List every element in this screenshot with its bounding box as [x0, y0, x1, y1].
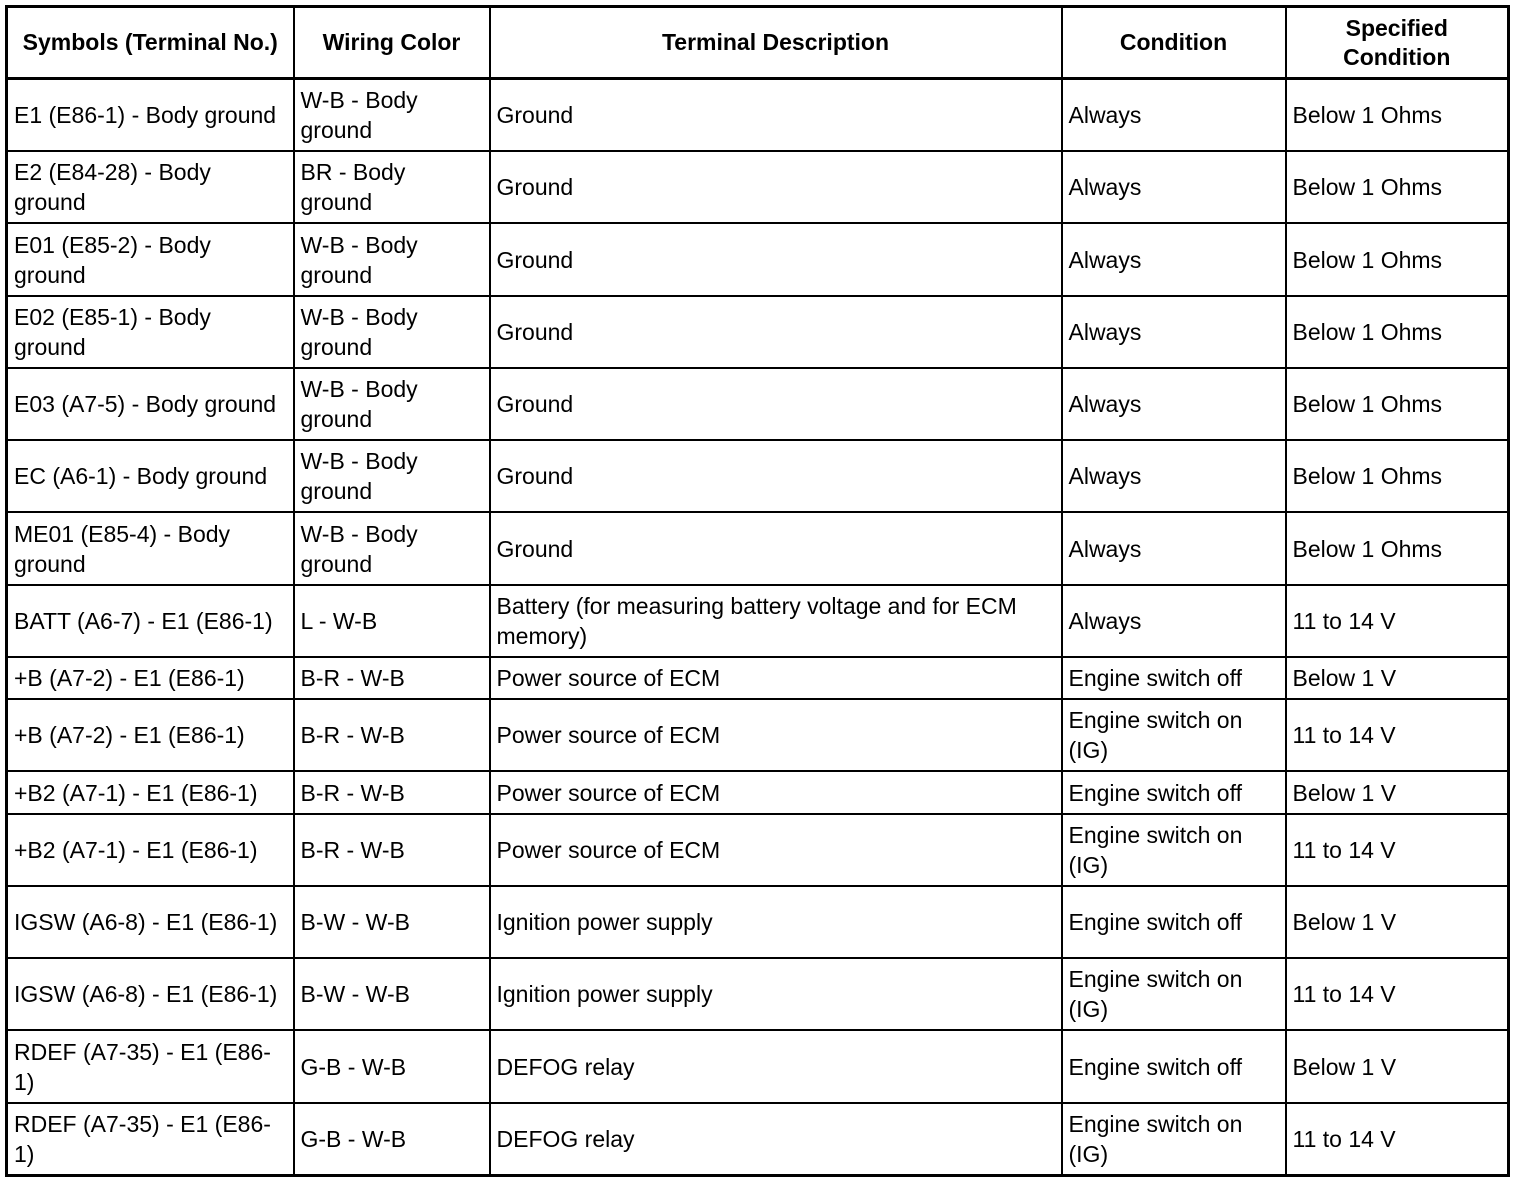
cell-wiring-color: B-W - W-B — [294, 886, 490, 958]
header-symbols: Symbols (Terminal No.) — [7, 7, 294, 79]
cell-description: Power source of ECM — [490, 771, 1062, 813]
cell-condition: Engine switch on (IG) — [1062, 699, 1286, 771]
cell-condition: Engine switch off — [1062, 771, 1286, 813]
cell-wiring-color: W-B - Body ground — [294, 440, 490, 512]
cell-condition: Always — [1062, 440, 1286, 512]
header-condition: Condition — [1062, 7, 1286, 79]
cell-condition: Engine switch off — [1062, 886, 1286, 958]
cell-symbol: E01 (E85-2) - Body ground — [7, 223, 294, 295]
cell-specified-condition: Below 1 Ohms — [1286, 512, 1509, 584]
cell-condition: Always — [1062, 585, 1286, 657]
cell-specified-condition: Below 1 V — [1286, 886, 1509, 958]
table-row — [7, 585, 1509, 657]
cell-wiring-color: B-R - W-B — [294, 699, 490, 771]
table-row — [7, 512, 1509, 584]
cell-description: Ground — [490, 512, 1062, 584]
table-row — [7, 440, 1509, 512]
cell-description: Power source of ECM — [490, 657, 1062, 699]
cell-wiring-color: W-B - Body ground — [294, 223, 490, 295]
cell-specified-condition: 11 to 14 V — [1286, 814, 1509, 886]
cell-symbol: E2 (E84-28) - Body ground — [7, 151, 294, 223]
cell-specified-condition: 11 to 14 V — [1286, 1103, 1509, 1176]
cell-condition: Always — [1062, 512, 1286, 584]
table-body — [7, 79, 1509, 1176]
table-row — [7, 958, 1509, 1030]
cell-specified-condition: Below 1 V — [1286, 771, 1509, 813]
cell-wiring-color: L - W-B — [294, 585, 490, 657]
cell-symbol: EC (A6-1) - Body ground — [7, 440, 294, 512]
table-row — [7, 771, 1509, 813]
cell-condition: Always — [1062, 223, 1286, 295]
cell-description: DEFOG relay — [490, 1030, 1062, 1102]
cell-symbol: +B (A7-2) - E1 (E86-1) — [7, 657, 294, 699]
table-row — [7, 1030, 1509, 1102]
table-row — [7, 151, 1509, 223]
header-row — [7, 7, 1509, 79]
cell-description: Ground — [490, 79, 1062, 152]
table-row — [7, 699, 1509, 771]
header-wiring-color: Wiring Color — [294, 7, 490, 79]
cell-description: Ground — [490, 440, 1062, 512]
cell-specified-condition: Below 1 Ohms — [1286, 296, 1509, 368]
cell-wiring-color: W-B - Body ground — [294, 79, 490, 152]
cell-condition: Always — [1062, 151, 1286, 223]
cell-wiring-color: W-B - Body ground — [294, 296, 490, 368]
cell-description: Ignition power supply — [490, 958, 1062, 1030]
cell-wiring-color: B-R - W-B — [294, 657, 490, 699]
cell-condition: Engine switch off — [1062, 657, 1286, 699]
cell-description: DEFOG relay — [490, 1103, 1062, 1176]
cell-description: Ground — [490, 368, 1062, 440]
cell-condition: Always — [1062, 368, 1286, 440]
cell-symbol: BATT (A6-7) - E1 (E86-1) — [7, 585, 294, 657]
cell-specified-condition: 11 to 14 V — [1286, 699, 1509, 771]
cell-description: Ground — [490, 223, 1062, 295]
table-row — [7, 296, 1509, 368]
cell-wiring-color: W-B - Body ground — [294, 368, 490, 440]
cell-wiring-color: BR - Body ground — [294, 151, 490, 223]
cell-condition: Engine switch on (IG) — [1062, 814, 1286, 886]
cell-specified-condition: Below 1 Ohms — [1286, 223, 1509, 295]
cell-wiring-color: B-W - W-B — [294, 958, 490, 1030]
cell-description: Ignition power supply — [490, 886, 1062, 958]
cell-wiring-color: G-B - W-B — [294, 1030, 490, 1102]
cell-symbol: IGSW (A6-8) - E1 (E86-1) — [7, 958, 294, 1030]
cell-symbol: RDEF (A7-35) - E1 (E86-1) — [7, 1103, 294, 1176]
cell-condition: Engine switch on (IG) — [1062, 1103, 1286, 1176]
cell-symbol: IGSW (A6-8) - E1 (E86-1) — [7, 886, 294, 958]
cell-symbol: +B2 (A7-1) - E1 (E86-1) — [7, 771, 294, 813]
cell-description: Power source of ECM — [490, 699, 1062, 771]
cell-symbol: E1 (E86-1) - Body ground — [7, 79, 294, 152]
table-row — [7, 657, 1509, 699]
cell-description: Ground — [490, 296, 1062, 368]
cell-specified-condition: 11 to 14 V — [1286, 958, 1509, 1030]
cell-wiring-color: G-B - W-B — [294, 1103, 490, 1176]
table-row — [7, 223, 1509, 295]
cell-specified-condition: 11 to 14 V — [1286, 585, 1509, 657]
table-row — [7, 814, 1509, 886]
header-specified-condition: Specified Condition — [1286, 7, 1509, 79]
cell-wiring-color: B-R - W-B — [294, 771, 490, 813]
table-row — [7, 886, 1509, 958]
table-row — [7, 79, 1509, 152]
cell-specified-condition: Below 1 V — [1286, 657, 1509, 699]
cell-specified-condition: Below 1 Ohms — [1286, 368, 1509, 440]
cell-condition: Always — [1062, 79, 1286, 152]
cell-condition: Engine switch off — [1062, 1030, 1286, 1102]
cell-wiring-color: W-B - Body ground — [294, 512, 490, 584]
cell-condition: Engine switch on (IG) — [1062, 958, 1286, 1030]
cell-symbol: +B2 (A7-1) - E1 (E86-1) — [7, 814, 294, 886]
cell-specified-condition: Below 1 V — [1286, 1030, 1509, 1102]
cell-description: Battery (for measuring battery voltage and for ECM memory) — [490, 585, 1062, 657]
cell-condition: Always — [1062, 296, 1286, 368]
cell-symbol: RDEF (A7-35) - E1 (E86-1) — [7, 1030, 294, 1102]
cell-wiring-color: B-R - W-B — [294, 814, 490, 886]
table-row — [7, 368, 1509, 440]
cell-symbol: ME01 (E85-4) - Body ground — [7, 512, 294, 584]
cell-description: Power source of ECM — [490, 814, 1062, 886]
cell-specified-condition: Below 1 Ohms — [1286, 151, 1509, 223]
cell-specified-condition: Below 1 Ohms — [1286, 79, 1509, 152]
header-terminal-description: Terminal Description — [490, 7, 1062, 79]
table-row — [7, 1103, 1509, 1176]
cell-symbol: +B (A7-2) - E1 (E86-1) — [7, 699, 294, 771]
cell-specified-condition: Below 1 Ohms — [1286, 440, 1509, 512]
cell-symbol: E02 (E85-1) - Body ground — [7, 296, 294, 368]
cell-description: Ground — [490, 151, 1062, 223]
terminal-table — [5, 5, 1510, 1177]
cell-symbol: E03 (A7-5) - Body ground — [7, 368, 294, 440]
